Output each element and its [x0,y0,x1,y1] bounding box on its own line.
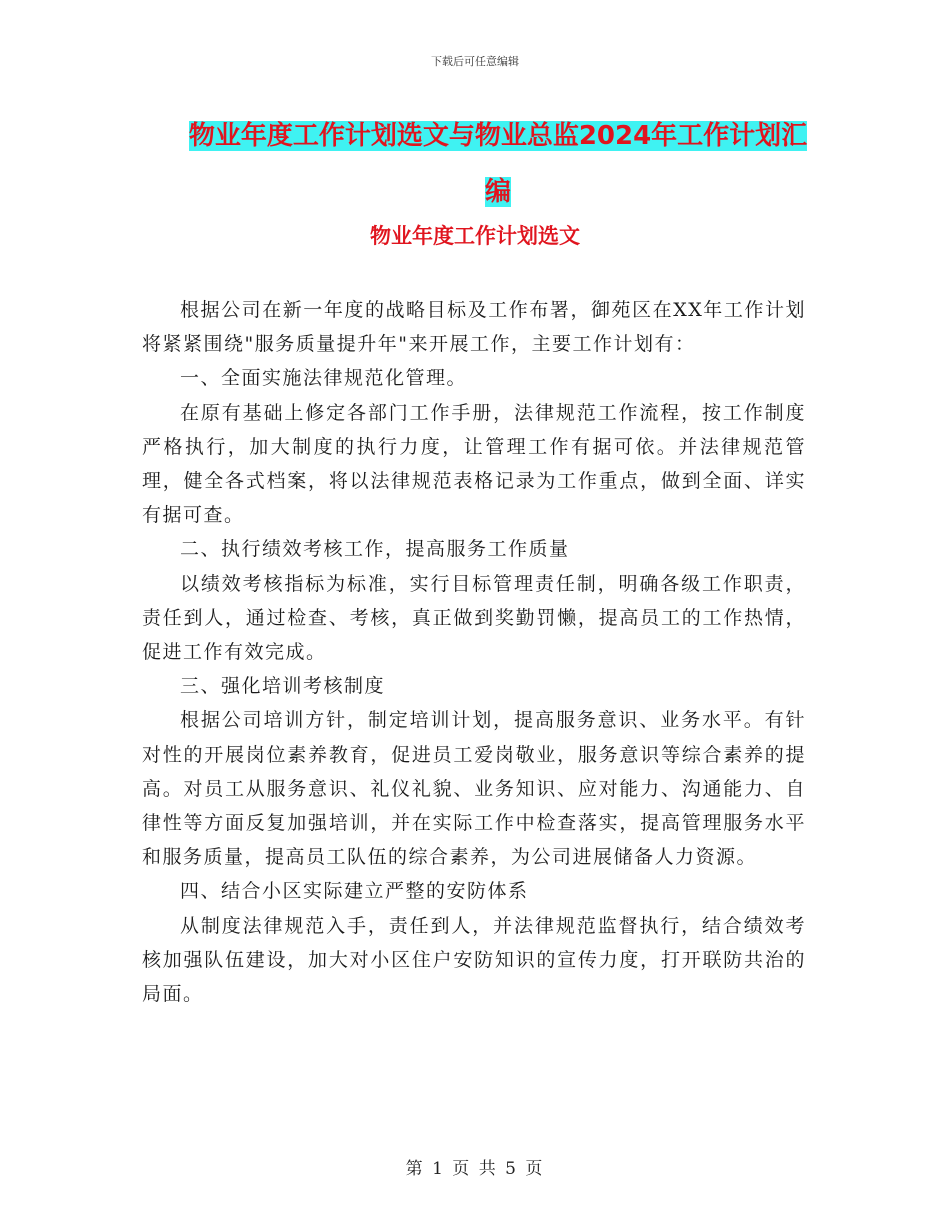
heading-item-4: 四、结合小区实际建立严整的安防体系 [180,880,529,903]
document-title [186,108,810,220]
section-title: 物业年度工作计划选文 [370,224,580,248]
document-title-text: 物业年度工作计划选文与物业总监2024年工作计划汇编 [188,121,808,207]
document-body [142,293,806,1011]
paragraph-intro: 根据公司在新一年度的战略目标及工作布署，御苑区在XX年工作计划将紧紧围绕"服务质量提升年"来开展工作，主要工作计划有： [142,299,806,356]
heading-item-1: 一、全面实施法律规范化管理。 [180,367,468,390]
paragraph-item-4: 从制度法律规范入手，责任到人，并法律规范监督执行，结合绩效考核加强队伍建设，加大对小区住户安防知识的宣传力度，打开联防共治的局面。 [142,914,806,1006]
page-footer: 第 1 页 共 5 页 [405,1159,545,1179]
heading-item-2: 二、执行绩效考核工作，提高服务工作质量 [180,538,570,561]
paragraph-item-2: 以绩效考核指标为标准，实行目标管理责任制，明确各级工作职责，责任到人，通过检查、考核，真正做到奖勤罚懒，提高员工的工作热情，促进工作有效完成。 [142,572,806,664]
heading-item-3: 三、强化培训考核制度 [180,675,386,698]
header-note: 下载后可任意编辑 [431,55,519,68]
paragraph-item-1: 在原有基础上修定各部门工作手册，法律规范工作流程，按工作制度严格执行，加大制度的执行力度，让管理工作有据可依。并法律规范管理，健全各式档案，将以法律规范表格记录为工作重点，做到全面、详实有据可查。 [142,401,806,527]
paragraph-item-3: 根据公司培训方针，制定培训计划，提高服务意识、业务水平。有针对性的开展岗位素养教育，促进员工爱岗敬业，服务意识等综合素养的提高。对员工从服务意识、礼仪礼貌、业务知识、应对能力、沟通能力、自律性等方面反复加强培训，并在实际工作中检查落实，提高管理服务水平和服务质量，提高员工队伍的综合素养，为公司进展储备人力资源。 [142,709,806,869]
